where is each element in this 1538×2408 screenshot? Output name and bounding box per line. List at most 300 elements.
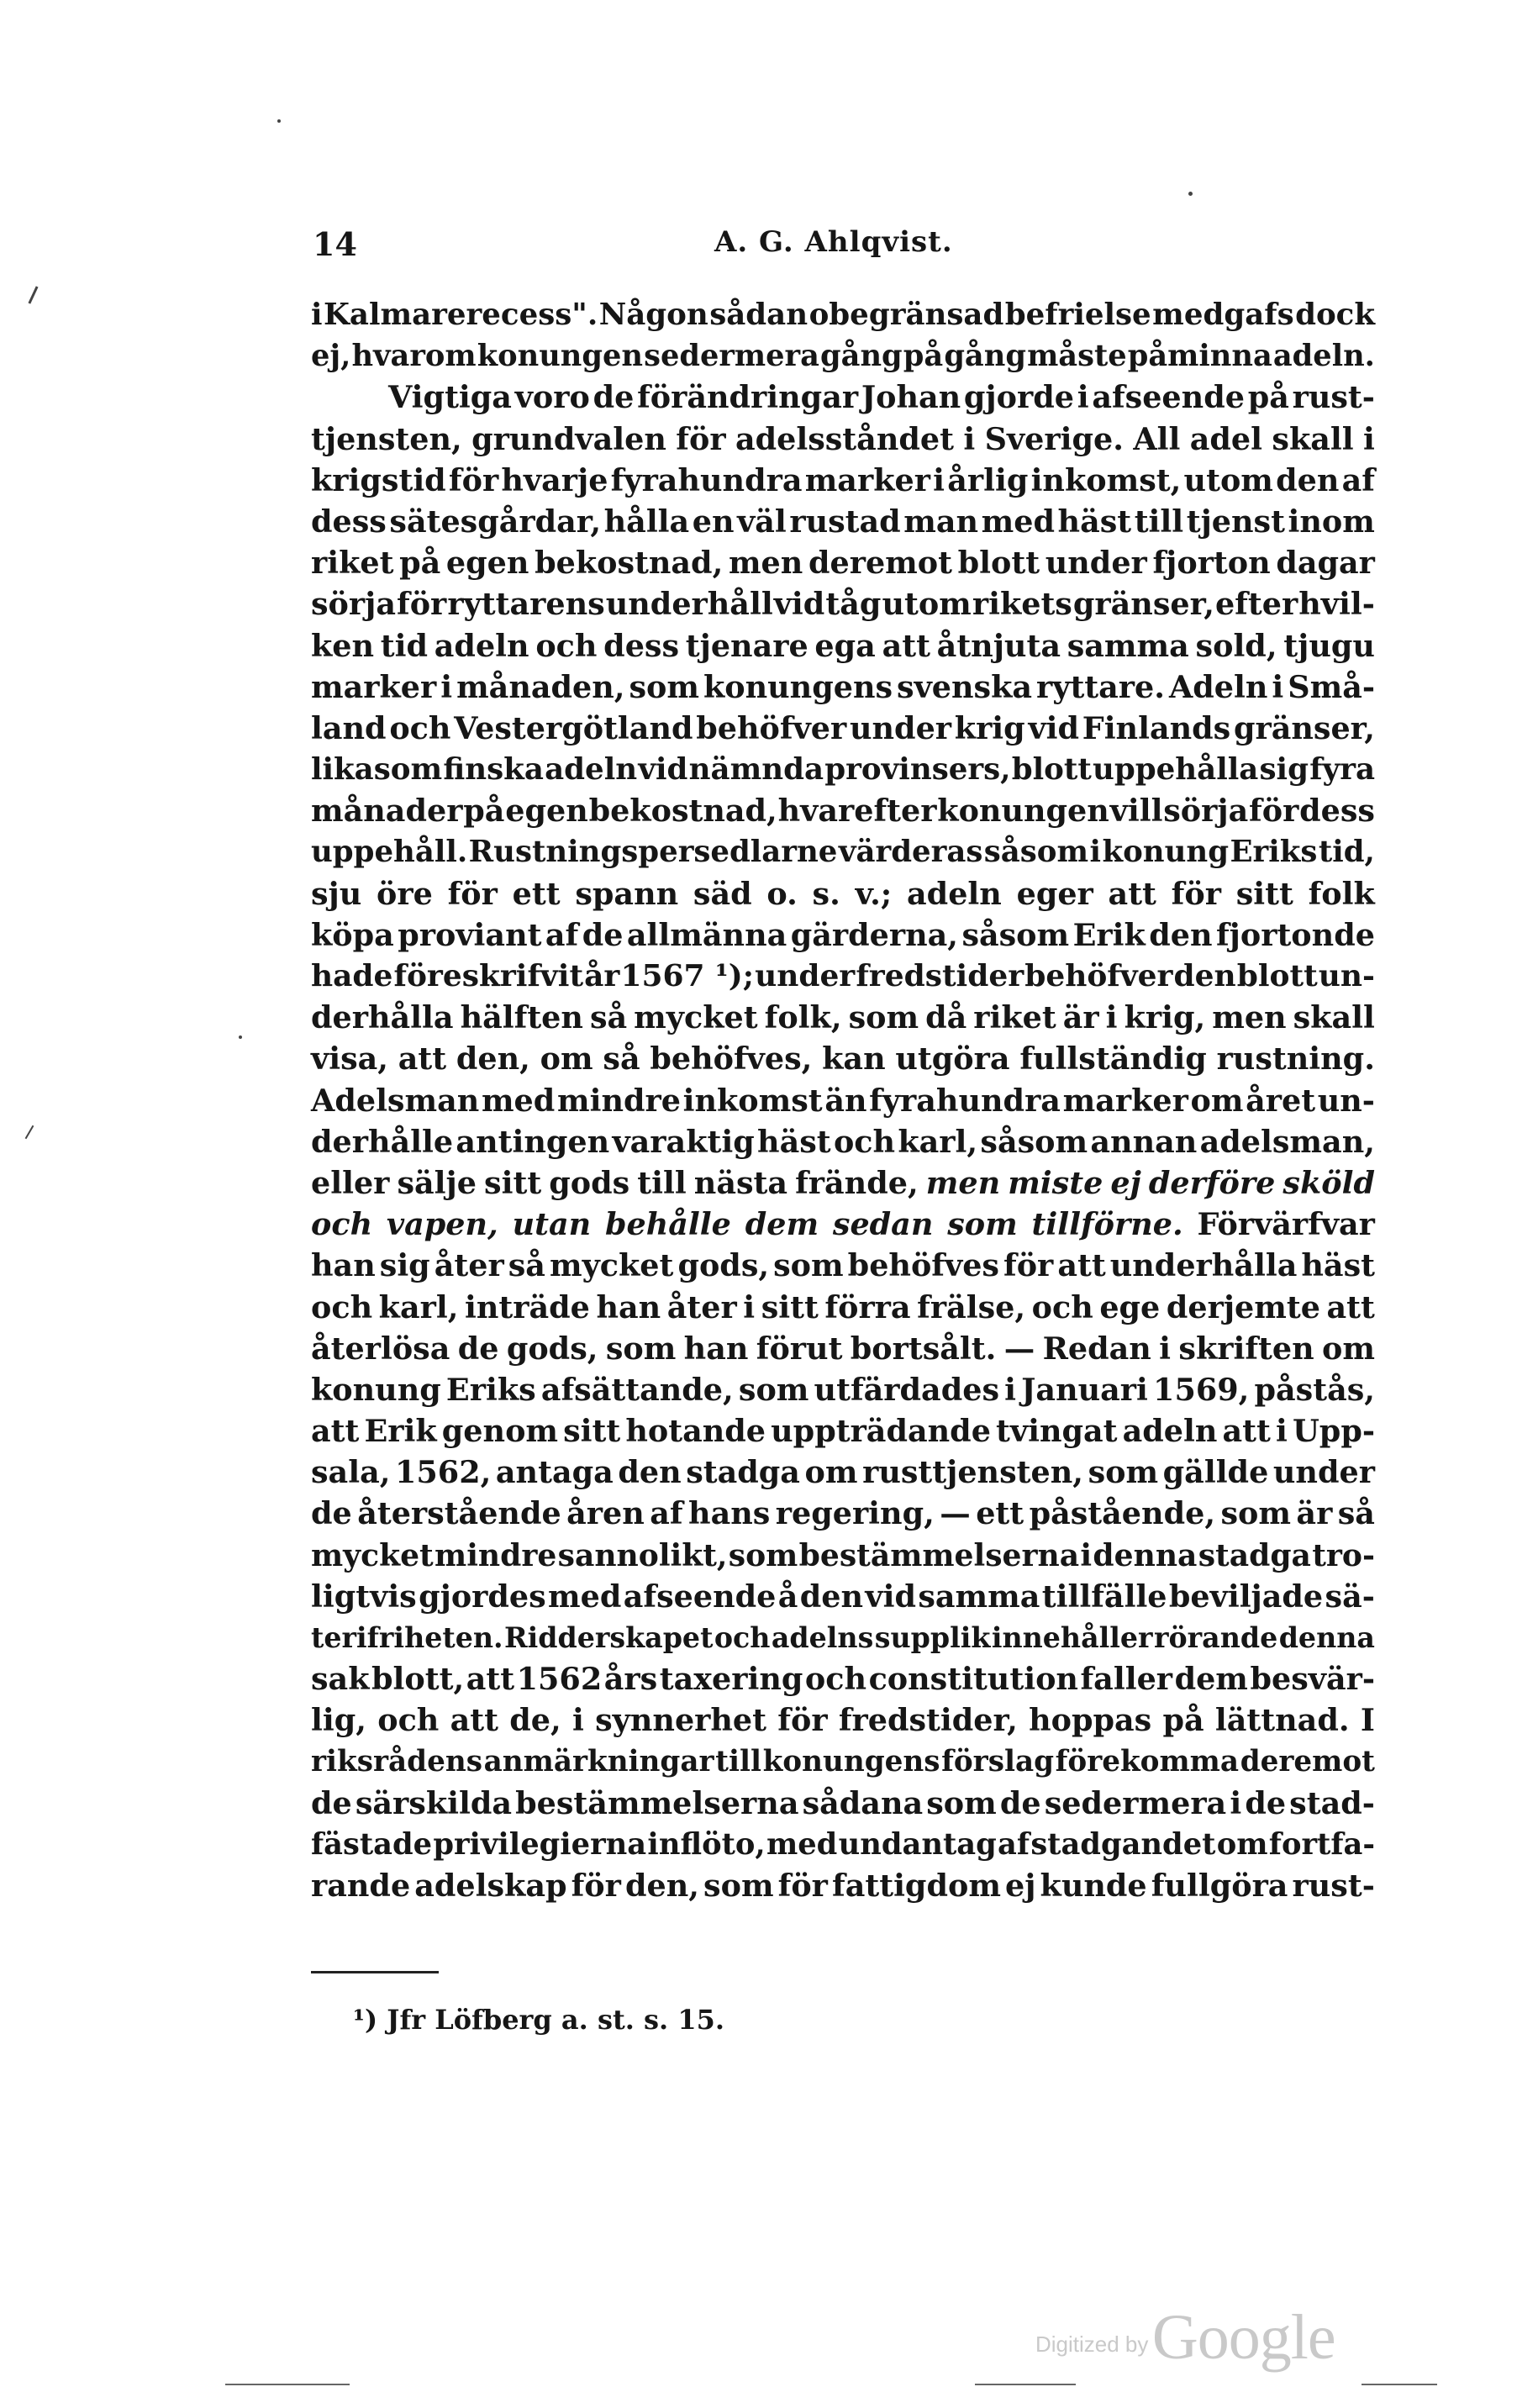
word: Erik [1072,916,1146,953]
word: under [1045,545,1147,582]
word: att [1222,1413,1271,1450]
text-line [311,542,1375,583]
word: adeln [545,752,638,788]
word: som [848,999,919,1036]
word: sala, [311,1454,391,1491]
word: och [1031,1288,1093,1325]
word: som [738,1371,809,1408]
word: och [311,1288,373,1325]
word: om [804,1454,858,1491]
text-line [311,1658,1375,1699]
word: derhålla [311,999,454,1036]
word: för [448,461,499,498]
word: genom [441,1413,559,1450]
word: de [457,1330,499,1367]
word: inkomst, [1030,461,1182,498]
word: konungens [762,1744,940,1778]
word: sedermera [644,339,819,374]
text-line [311,831,1375,872]
margin-pen-mark [25,1125,34,1140]
word: åter [434,1247,504,1284]
word: afsättande, [540,1371,734,1408]
word: rande [311,1868,411,1905]
word: nästa [693,1164,788,1201]
word: sak [311,1661,370,1698]
word: och [804,1661,867,1698]
word: All [1133,420,1181,457]
word: 1569, [1153,1371,1250,1408]
word: med [548,1578,622,1615]
word: fredstider, [838,1702,1018,1739]
text-line [311,1576,1375,1617]
word: sådan [709,298,809,332]
word: att [311,1413,360,1450]
word: fortfa- [1268,1826,1375,1862]
word: sitt [1235,875,1293,912]
word: bestämmelserna [515,1784,799,1821]
word: ligtvis [311,1578,417,1615]
word: och [833,1123,896,1160]
word: hvarje [501,461,608,498]
word: är [1062,999,1099,1036]
word: besvär- [1250,1661,1375,1698]
word: constitution [868,1661,1078,1698]
text-line [311,1162,1375,1204]
google-logo: Google [1151,2302,1335,2373]
word: han [596,1288,661,1325]
word: att [450,1702,498,1739]
word: i [1363,420,1375,457]
word: underhåll [605,586,773,623]
word: dagar [1276,545,1375,582]
word: af [1341,461,1375,498]
word: i [1080,1536,1093,1573]
word: hvarefter [777,793,937,830]
word: 1562 [516,1661,603,1698]
word: gjorde [963,379,1074,416]
page-number: 14 [313,225,357,263]
word: lättnad. [1214,1702,1350,1739]
text-line [311,914,1375,956]
word: gränser, [1072,586,1214,623]
word: Januari [1021,1371,1148,1408]
word: skall [1293,999,1375,1036]
text-line [311,501,1375,542]
word: årlig [947,461,1029,498]
word: kan [822,1041,886,1078]
word: behöfver [696,709,847,746]
word: som [605,1330,677,1367]
word: dock [1295,298,1375,332]
word: visa, [311,1041,388,1078]
word: mindre [435,1536,557,1573]
word: och [714,1621,771,1654]
word: den [799,1578,864,1615]
word: innehåller [991,1621,1153,1654]
word: hotande [625,1413,766,1450]
text-line [311,1204,1375,1245]
word: så [508,1247,545,1284]
word: sedermera [1044,1784,1227,1821]
word: utfärdades [814,1371,999,1408]
word: blott, [371,1661,465,1698]
word: Adelsman [311,1082,480,1119]
text-line [311,1287,1375,1328]
word: ega [814,627,876,664]
text-line [311,460,1375,501]
word: å [777,1578,798,1615]
word: dess [603,627,680,664]
word: under [849,709,952,746]
word: — [1003,1330,1035,1367]
word: deremot [808,545,952,582]
word: den [618,1454,682,1491]
word: åter [666,1288,737,1325]
word: häst [757,1123,831,1160]
word: vid [865,1578,916,1615]
word: marker [804,461,930,498]
word: gång [944,339,1026,374]
word: sig [1259,752,1309,788]
word: Vestergötland [454,709,693,746]
word: som [947,1206,1018,1243]
word: spann [575,875,679,912]
word: Förvärfvar [1197,1206,1375,1243]
word: ken [311,627,375,664]
text-line [311,956,1375,997]
word: varaktig [612,1123,755,1160]
word: häst [1057,503,1132,540]
word: sju [311,875,362,912]
word: till [715,1744,761,1778]
word: på [1247,379,1289,416]
word: Vigtiga [388,379,512,416]
word: tjenst [1186,503,1285,540]
word: fyrahundra [610,461,803,498]
word: ett [976,1495,1024,1532]
text-line [311,583,1375,624]
word: gjordes [419,1578,546,1615]
word: antaga [495,1454,614,1491]
word: Adeln [1168,668,1268,705]
word: karl, [898,1123,978,1160]
word: adeln [434,627,529,664]
text-line [311,873,1375,914]
word: blott [957,545,1040,582]
text-line [311,667,1375,708]
text-line [311,1699,1375,1741]
word: för [676,420,726,457]
word: — [940,1495,971,1532]
word: fjortonde [1215,916,1375,953]
word: på [399,545,441,582]
word: supplik [874,1621,991,1654]
word: utom [882,586,972,623]
page-header [313,225,1375,267]
word: ryttarens [447,586,605,623]
word: krigstid [311,461,446,498]
word: vapen, [386,1206,498,1243]
word: sköld [1283,1164,1375,1201]
word: annan [1090,1123,1198,1160]
word: skriften [1178,1330,1314,1367]
word: denna [1278,1621,1375,1654]
word: och [535,627,598,664]
word: un- [1318,958,1375,993]
word: kunde [1040,1868,1147,1905]
word: rust- [1292,379,1375,416]
word: för [571,1868,621,1905]
word: adelskap [414,1868,567,1905]
word: återstående [357,1495,561,1532]
word: förut [756,1330,843,1367]
word: den, [456,1041,530,1078]
word: med [981,503,1055,540]
word: allmänna [626,916,787,953]
word: egen [445,545,529,582]
word: Johan [861,379,961,416]
word: förra [824,1288,911,1325]
footnote-divider [311,1971,439,1973]
word: hade [311,958,393,993]
word: inträde [464,1288,590,1325]
text-line [311,1452,1375,1493]
word: men [728,545,803,582]
word: Upp- [1292,1413,1375,1450]
word: fullständig [1019,1041,1207,1078]
word: hvil- [1298,586,1375,623]
word: egen [505,793,588,830]
word: om [1216,1826,1268,1862]
word: i [440,668,453,705]
word: sörja [1163,793,1249,830]
word: för [1171,875,1221,912]
word: som [703,1868,774,1905]
word: Ridderskapet [504,1621,714,1654]
text-line [311,1369,1375,1410]
word: utan [512,1206,592,1243]
word: på [903,339,944,374]
word: tro- [1312,1536,1375,1573]
text-line [311,1824,1375,1865]
word: blott [1236,958,1318,993]
word: tid, [1318,835,1375,870]
word: de [311,1784,352,1821]
word: men [925,1164,1001,1201]
word: den [1173,958,1236,993]
word: då [925,999,967,1036]
word: hans [688,1495,771,1532]
word: dem [1174,1661,1248,1698]
word: inflöto, [647,1826,766,1862]
word: men [1212,999,1287,1036]
word: dess [311,503,387,540]
word: derföre [1148,1164,1276,1201]
word: öre [377,875,433,912]
word: stad- [1289,1784,1375,1821]
text-line [311,1865,1375,1906]
word: för [447,875,498,912]
word: sälje [397,1164,477,1201]
word: utom [1183,461,1273,498]
word: i [963,420,976,457]
word: för [1003,1247,1054,1284]
margin-dot [239,1035,242,1039]
word: såsom [961,916,1070,953]
word: i [1077,379,1089,416]
word: af [998,1826,1030,1862]
word: uppträdande [771,1413,991,1450]
word: för [397,586,447,623]
word: utgöra [895,1041,1010,1078]
word: sannolikt, [557,1536,728,1573]
word: som [773,1247,844,1284]
scan-edge-line [975,2384,1076,2385]
text-line [311,294,1375,335]
margin-pen-mark [28,286,38,303]
word: fyrahundra [869,1082,1061,1119]
word: riket [973,999,1056,1036]
word: marker [1062,1082,1188,1119]
word: samma [1067,627,1189,664]
body-text [311,294,1375,1906]
word: krig, [1124,999,1206,1036]
text-line [311,790,1375,831]
word: eller [311,1164,390,1201]
word: o. [766,875,798,912]
word: tjenare [685,627,809,664]
word: tillfälle [1041,1578,1167,1615]
word: karl, [378,1288,459,1325]
word: tid [380,627,429,664]
word: marker [311,668,437,705]
word: un- [1317,1082,1375,1119]
word: ej, [311,339,351,374]
scan-edge-line [225,2384,350,2385]
word: gång [820,339,903,374]
word: mycket [311,1536,434,1573]
word: tjugu [1283,627,1375,664]
word: sitt [563,1413,621,1450]
word: i [571,1702,584,1739]
word: behöfves, [650,1041,813,1078]
word: i [1272,668,1284,705]
word: stadgandet [1030,1826,1216,1862]
word: som [728,1536,798,1573]
word: konungen [477,339,644,374]
scan-edge-line [1362,2384,1437,2385]
word: derhålle [311,1123,454,1160]
word: att [398,1041,447,1078]
word: privilegierna [433,1826,647,1862]
word: och [377,1702,440,1739]
word: medgafs [1152,298,1294,332]
word: konungens [703,668,893,705]
word: såsom [983,835,1089,870]
word: af [545,916,579,953]
word: fullgöra [1151,1868,1288,1905]
word: 1562, [395,1454,492,1491]
word: rustning. [1216,1041,1375,1078]
word: förekomma [1055,1744,1240,1778]
word: en [692,503,735,540]
word: åren [566,1495,645,1532]
word: finska [443,752,544,788]
word: s. [812,875,840,912]
word: adelsståndet [735,420,954,457]
word: uppehålla [1093,752,1259,788]
watermark-prefix: Digitized by [1035,2332,1149,2357]
word: dem [745,1206,819,1243]
word: som [629,668,699,705]
word: i [1105,999,1118,1036]
word: bekostnad, [535,545,724,582]
word: gods, [506,1330,598,1367]
word: v.; [855,875,893,912]
word: Sverige. [984,420,1124,457]
word: nämnda [688,752,824,788]
word: häst [1301,1247,1375,1284]
word: Eriks [445,1371,536,1408]
word: med [481,1082,556,1119]
text-line [311,1783,1375,1824]
margin-dot [277,119,281,123]
word: voro [514,379,590,416]
word: hvarom [351,339,477,374]
word: grundvalen [471,420,666,457]
word: beviljade [1168,1578,1324,1615]
word: stadga [1198,1536,1311,1573]
word: afseende [623,1578,777,1615]
word: de [311,1495,352,1532]
word: månader [311,793,463,830]
word: påstående, [1029,1495,1216,1532]
word: år [584,958,620,993]
word: sedan [832,1206,934,1243]
word: under [1272,1454,1375,1491]
word: hoppas [1029,1702,1152,1739]
word: mycket [549,1247,674,1284]
word: dess [1299,793,1375,830]
word: på [1162,1702,1204,1739]
word: efter [1214,586,1298,623]
word: att [1326,1288,1375,1325]
word: anmärkningar [483,1744,714,1778]
word: befrielse [1004,298,1151,332]
word: Rustningspersedlarne [468,835,838,870]
word: de [1245,1784,1287,1821]
text-line [311,1535,1375,1576]
word: påstås, [1254,1371,1375,1408]
word: sig [379,1247,430,1284]
word: riksrådens [311,1744,482,1778]
word: den, [624,1868,699,1905]
text-line [311,708,1375,749]
digitized-watermark [1035,2301,1335,2374]
word: om [1322,1330,1375,1367]
text-line [311,1038,1375,1079]
word: afseende [1092,379,1245,416]
word: under [755,958,856,993]
word: på [463,793,505,830]
word: ryttare. [1036,668,1165,705]
text-line [311,1245,1375,1286]
word: behöfver [1024,958,1173,993]
text-line [311,1617,1375,1658]
text-line [311,1328,1375,1369]
text-line [311,419,1375,460]
word: Eriks [1230,835,1318,870]
